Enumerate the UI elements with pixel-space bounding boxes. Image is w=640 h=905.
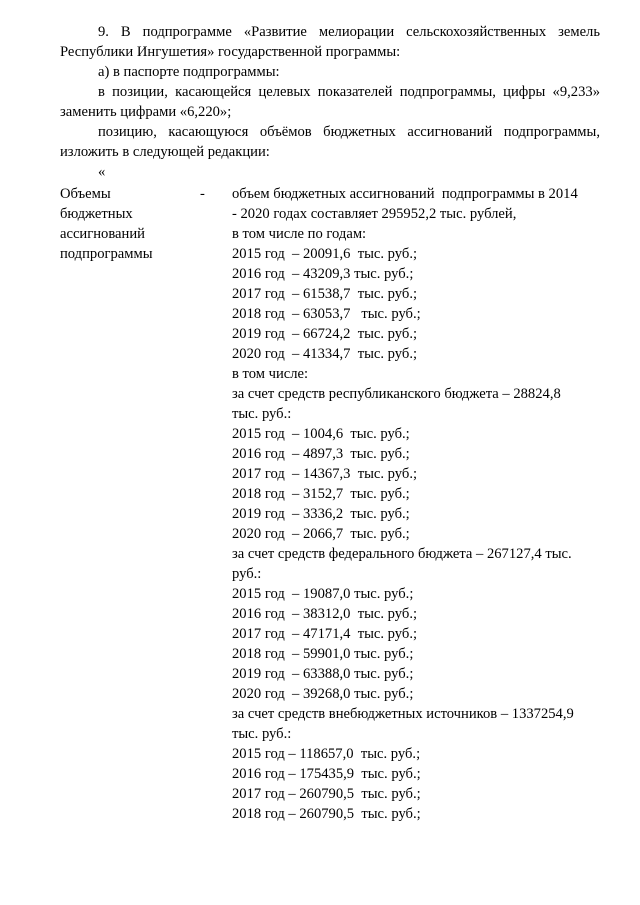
position-targets-line-1: в позиции, касающейся целевых показателей подпрограммы, цифры «9,233» <box>98 84 600 100</box>
budget-line: 2020 год – 41334,7 тыс. руб.; <box>232 346 418 362</box>
budget-line: 2018 год – 260790,5 тыс. руб.; <box>232 806 421 822</box>
table-left-label <box>60 184 220 264</box>
position-budget-line-1: позицию, касающуюся объёмов бюджетных ассигнований подпрограммы, <box>98 124 600 140</box>
budget-line: 2020 год – 39268,0 тыс. руб.; <box>232 686 414 702</box>
intro-heading-line-1: 9. В подпрограмме «Развитие мелиорации сельскохозяйственных земель <box>98 24 600 40</box>
budget-line: руб.: <box>232 566 262 582</box>
budget-line: - 2020 годах составляет 295952,2 тыс. рублей, <box>232 206 517 222</box>
budget-line: 2016 год – 38312,0 тыс. руб.; <box>232 606 418 622</box>
label-line: ассигнований <box>60 226 145 242</box>
budget-line: 2017 год – 260790,5 тыс. руб.; <box>232 786 421 802</box>
budget-line: 2017 год – 14367,3 тыс. руб.; <box>232 466 418 482</box>
item-a: а) в паспорте подпрограммы: <box>98 64 280 80</box>
budget-line: 2019 год – 3336,2 тыс. руб.; <box>232 506 410 522</box>
position-budget-line-2: изложить в следующей редакции: <box>60 144 270 160</box>
budget-line: 2019 год – 66724,2 тыс. руб.; <box>232 326 418 342</box>
label-line: Объемы <box>60 186 111 202</box>
label-line: подпрограммы <box>60 246 153 262</box>
budget-line: 2016 год – 43209,3 тыс. руб.; <box>232 266 414 282</box>
budget-line: 2015 год – 118657,0 тыс. руб.; <box>232 746 421 762</box>
budget-line: за счет средств федерального бюджета – 267127,4 тыс. <box>232 546 572 562</box>
label-line: бюджетных <box>60 206 133 222</box>
budget-line: 2017 год – 47171,4 тыс. руб.; <box>232 626 418 642</box>
label-dash: - <box>200 186 205 202</box>
budget-line: в том числе по годам: <box>232 226 367 242</box>
budget-line: 2015 год – 20091,6 тыс. руб.; <box>232 246 418 262</box>
budget-line: тыс. руб.: <box>232 406 292 422</box>
budget-line: 2016 год – 175435,9 тыс. руб.; <box>232 766 421 782</box>
budget-line: объем бюджетных ассигнований подпрограммы в 2014 <box>232 186 578 202</box>
budget-line: тыс. руб.: <box>232 726 292 742</box>
budget-line: 2018 год – 63053,7 тыс. руб.; <box>232 306 421 322</box>
budget-line: 2020 год – 2066,7 тыс. руб.; <box>232 526 410 542</box>
budget-line: 2018 год – 59901,0 тыс. руб.; <box>232 646 414 662</box>
budget-line: 2017 год – 61538,7 тыс. руб.; <box>232 286 418 302</box>
budget-line: 2015 год – 1004,6 тыс. руб.; <box>232 426 410 442</box>
budget-line: за счет средств внебюджетных источников – 1337254,9 <box>232 706 574 722</box>
budget-line: 2016 год – 4897,3 тыс. руб.; <box>232 446 410 462</box>
budget-line: за счет средств республиканского бюджета – 28824,8 <box>232 386 561 402</box>
budget-line: 2015 год – 19087,0 тыс. руб.; <box>232 586 414 602</box>
table-right-content <box>232 184 602 824</box>
position-targets-line-2: заменить цифрами «6,220»; <box>60 104 232 120</box>
budget-line: 2019 год – 63388,0 тыс. руб.; <box>232 666 414 682</box>
intro-heading-line-2: Республики Ингушетия» государственной программы: <box>60 44 401 60</box>
budget-line: 2018 год – 3152,7 тыс. руб.; <box>232 486 410 502</box>
budget-line: в том числе: <box>232 366 309 382</box>
opening-quote: « <box>98 164 106 180</box>
